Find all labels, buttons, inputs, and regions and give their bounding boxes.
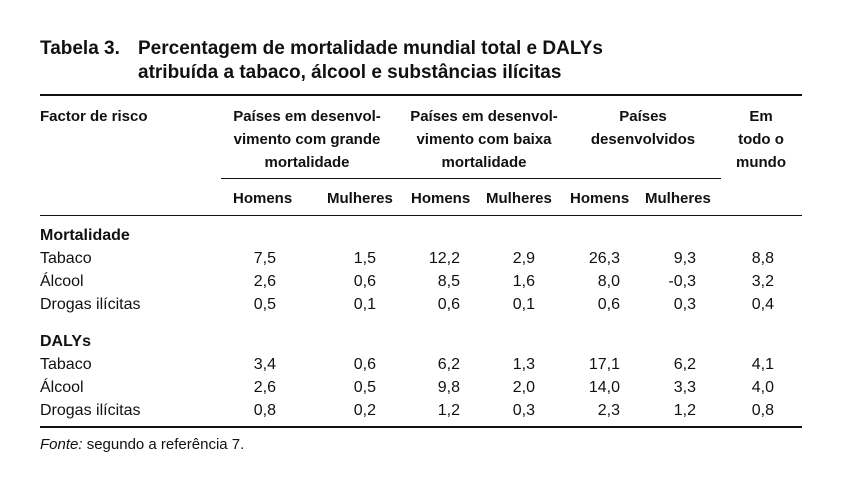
cell: 0,8 — [253, 402, 276, 419]
row-label: Álcool — [40, 273, 84, 290]
header-men-2: Homens — [411, 190, 471, 207]
cell: 1,5 — [353, 250, 376, 267]
header-developed-line-1: Países — [619, 108, 667, 125]
cell: 8,8 — [751, 250, 774, 267]
cell: 0,5 — [353, 379, 376, 396]
top-rule — [40, 94, 802, 96]
source-text: segundo a referência 7. — [82, 436, 245, 453]
header-low-mortality-line-3: mortalidade — [441, 154, 527, 171]
cell: -0,3 — [668, 273, 696, 290]
cell: 0,6 — [597, 296, 620, 313]
header-bottom-rule — [40, 215, 802, 216]
header-low-mortality-line-2: vimento com baixa — [416, 131, 552, 148]
cell: 6,2 — [437, 356, 460, 373]
bottom-rule — [40, 426, 802, 428]
cell: 2,0 — [512, 379, 535, 396]
table-number: Tabela 3. — [40, 38, 120, 59]
header-men-1: Homens — [233, 190, 293, 207]
cell: 8,0 — [597, 273, 620, 290]
header-high-mortality-line-2: vimento com grande — [233, 131, 381, 148]
cell: 0,1 — [512, 296, 535, 313]
cell: 9,8 — [437, 379, 460, 396]
cell: 2,6 — [253, 273, 276, 290]
cell: 12,2 — [428, 250, 460, 267]
cell: 3,4 — [253, 356, 276, 373]
header-women-2: Mulheres — [486, 190, 552, 207]
cell: 0,3 — [673, 296, 696, 313]
cell: 14,0 — [588, 379, 620, 396]
cell: 3,2 — [751, 273, 774, 290]
header-world — [724, 105, 798, 174]
title-line-1: Percentagem de mortalidade mundial total e DALYs — [138, 38, 603, 59]
cell: 0,3 — [512, 402, 535, 419]
cell: 0,4 — [751, 296, 774, 313]
row-label: Tabaco — [40, 250, 92, 267]
cell: 17,1 — [588, 356, 620, 373]
cell: 26,3 — [588, 250, 620, 267]
cell: 7,5 — [253, 250, 276, 267]
header-low-mortality — [396, 105, 572, 174]
group-rule — [221, 178, 721, 179]
row-label: Álcool — [40, 379, 84, 396]
header-low-mortality-line-1: Países em desenvol- — [410, 108, 558, 125]
section-title: DALYs — [40, 333, 91, 350]
section-title: Mortalidade — [40, 227, 130, 244]
row-label: Tabaco — [40, 356, 92, 373]
cell: 1,3 — [512, 356, 535, 373]
cell: 0,6 — [437, 296, 460, 313]
cell: 6,2 — [673, 356, 696, 373]
source-label: Fonte: — [40, 436, 83, 453]
cell: 9,3 — [673, 250, 696, 267]
header-women-1: Mulheres — [327, 190, 393, 207]
header-women-3: Mulheres — [645, 190, 711, 207]
cell: 0,2 — [353, 402, 376, 419]
cell: 1,6 — [512, 273, 535, 290]
cell: 4,0 — [751, 379, 774, 396]
cell: 4,1 — [751, 356, 774, 373]
header-developed-line-2: desenvolvidos — [590, 131, 696, 148]
header-high-mortality — [219, 105, 395, 174]
header-high-mortality-line-1: Países em desenvol- — [233, 108, 381, 125]
cell: 3,3 — [673, 379, 696, 396]
header-world-line-1: Em — [749, 108, 773, 125]
cell: 0,1 — [353, 296, 376, 313]
cell: 0,5 — [253, 296, 276, 313]
row-label: Drogas ilícitas — [40, 402, 141, 419]
cell: 2,9 — [512, 250, 535, 267]
row-label: Drogas ilícitas — [40, 296, 141, 313]
cell: 1,2 — [673, 402, 696, 419]
header-high-mortality-line-3: mortalidade — [264, 154, 350, 171]
cell: 8,5 — [437, 273, 460, 290]
header-men-3: Homens — [570, 190, 630, 207]
cell: 0,6 — [353, 356, 376, 373]
header-world-line-2: todo o — [738, 131, 784, 148]
title-line-2: atribuída a tabaco, álcool e substâncias ilícitas — [138, 62, 562, 83]
cell: 0,6 — [353, 273, 376, 290]
cell: 2,6 — [253, 379, 276, 396]
header-world-line-3: mundo — [736, 154, 786, 171]
cell: 2,3 — [597, 402, 620, 419]
table-title — [40, 37, 603, 85]
header-risk-factor: Factor de risco — [40, 108, 148, 125]
cell: 0,8 — [751, 402, 774, 419]
header-developed — [573, 105, 713, 151]
cell: 1,2 — [437, 402, 460, 419]
source-note — [40, 436, 244, 453]
